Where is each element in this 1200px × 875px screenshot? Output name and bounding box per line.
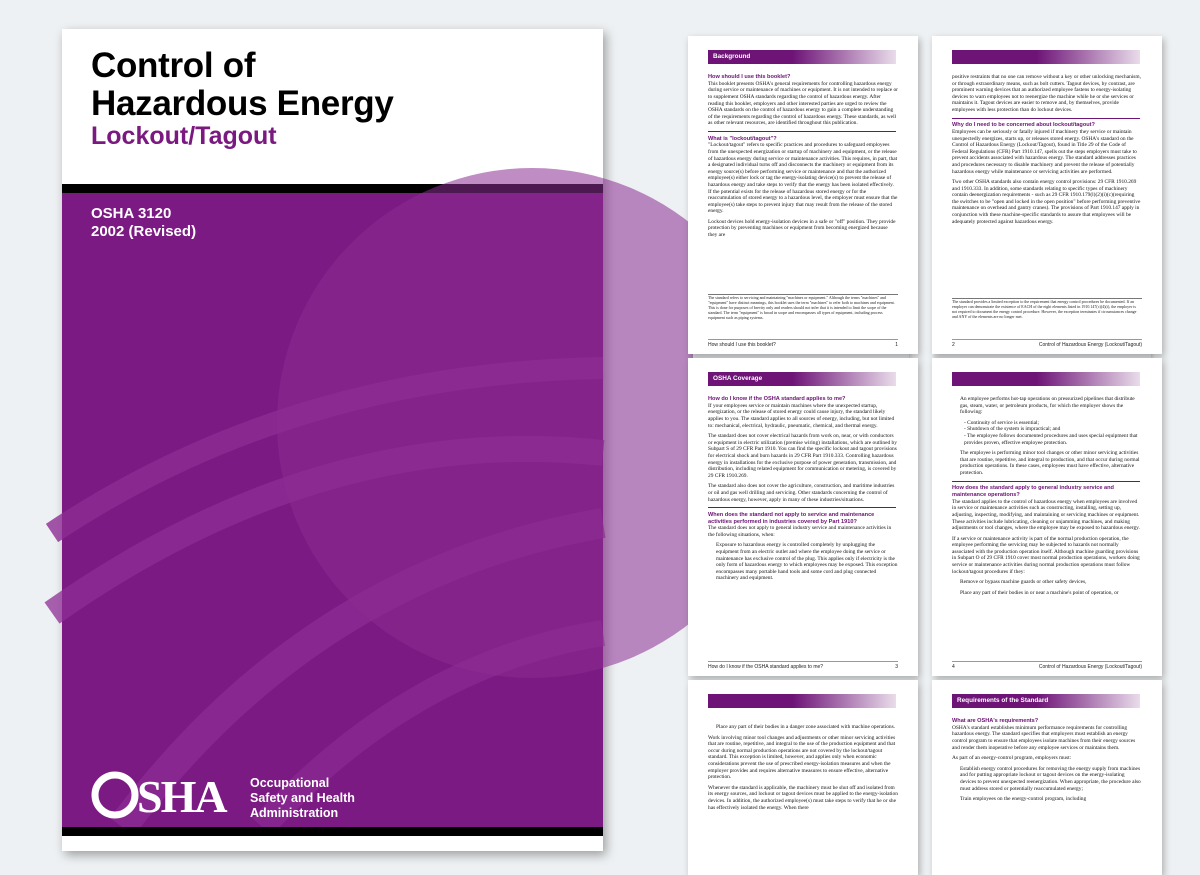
booklet-cover [62, 29, 603, 851]
paragraph: The standard does not apply to general industry service and maintenance activities in the following situations, when: [708, 525, 892, 538]
osha-logo [91, 770, 241, 825]
booklet-page-3 [688, 358, 918, 676]
question-heading: How should I use this booklet? [708, 74, 791, 80]
publication-number-block [91, 205, 196, 241]
question-heading: How does the standard apply to general industry service and maintenance operations? [952, 485, 1114, 498]
agency-line3: Administration [250, 806, 339, 820]
bullet-paragraph: Establish energy control procedures for removing the energy supply from machines and for putting appropriate lockout or tagout devices on the energy-isolating devices to prevent unexpected reenergization. When appropriate, the procedure also must address stored or potentially reaccumulated energy; [960, 765, 1141, 792]
paragraph: Lockout devices hold energy-isolation devices in a safe or "off" position. They provide protection by preventing machines or equipment from becoming energized because they are [708, 218, 896, 239]
question-heading: What are OSHA's requirements? [952, 718, 1039, 724]
booklet-page-5 [688, 680, 918, 875]
paragraph: OSHA's standard establishes minimum performance requirements for controlling hazardous energy. The standard specifies that employers must establish an energy control program to ensure that employees isolate machines from their energy sources and render them inoperative before any employee services or maintains them. [952, 724, 1136, 751]
paragraph: If your employees service or maintain machines where the unexpected startup, energization, or the release of stored energy could cause injury, the standard likely applies to you. The standard applies to all sources of energy, including, but not limited to: mechanical, electrical, hydraulic, pneumatic, chemical, and thermal energy. [708, 402, 895, 429]
section-header-blank [708, 694, 896, 708]
bullet-paragraph: Place any part of their bodies in a danger zone associated with machine operations. [716, 724, 896, 730]
agency-line2: Safety and Health [250, 791, 355, 805]
section-header-blank [952, 372, 1140, 386]
publication-year: 2002 (Revised) [91, 223, 197, 240]
cover-subtitle: Lockout/Tagout [91, 122, 277, 150]
sub-bullet: - The employee follows documented procedures and uses special equipment that provides proven, effective employee protection. [964, 432, 1138, 446]
booklet-page-2 [932, 36, 1162, 354]
paragraph: As part of an energy-control program, employers must: [952, 755, 1072, 762]
paragraph: The standard applies to the control of hazardous energy when employees are involved in service or maintenance activities such as constructing, installing, setting up, adjusting, inspecting, modifying, and maintaining or servicing machines or equipment. These activities include lubricating, cleaning or unjamming machines, and making adjustments or tool changes, where the employee may be exposed to hazardous energy. [952, 498, 1140, 532]
page-folio [952, 661, 1142, 670]
booklet-page-1 [688, 36, 918, 354]
page-folio [708, 661, 898, 670]
section-header-coverage: OSHA Coverage [708, 372, 896, 386]
paragraph: Work involving minor tool changes and adjustments or other minor servicing activities that are routine, repetitive, and integral to the use of the production equipment and that occur during normal production operations are not covered by the lockout/tagout standard. This exception is limited, however, and applies only when economic considerations prevent the use of prescribed energy-isolation measures and when the employer provides and requires alternative measures to ensure effective, alternative protection. [708, 734, 896, 781]
section-header-blank [952, 50, 1140, 64]
section-header-requirements: Requirements of the Standard [952, 694, 1140, 708]
paragraph: Two other OSHA standards also contain energy control provisions: 29 CFR 1910.269 and 1910.333. In addition, some standards relating to specific types of machinery contain deenergization requirements - such as 29 CFR 1910.179(l)(2)(i)(c)(requiring the switches to be "open and locked in the open position" before performing preventive maintenance on overhead and gantry cranes). The provisions of Part 1910.147 apply in conjunction with these machine-specific standards to assure that employees will be adequately protected against hazardous energy. [952, 179, 1141, 225]
page-folio [952, 339, 1142, 348]
decorative-arcs [62, 193, 603, 827]
paragraph: If a service or maintenance activity is part of the normal production operation, the employee performing the servicing may be subjected to hazards not normally associated with the production operation itself. Although machine guarding provisions in Subpart O of 29 CFR 1910 cover most normal production operations, workers doing service or maintenance activities during normal production operations must follow lockout/tagout procedures if they: [952, 535, 1140, 575]
question-heading: How do I know if the OSHA standard applies to me? [708, 396, 846, 402]
osha-logo-text: SHA [137, 771, 226, 822]
bullet-paragraph: The employee is performing minor tool changes or other minor servicing activities that are routine, repetitive, and integral to production, and that occur during normal production operations. In these cases, employees must have effective, alternative protection. [960, 450, 1140, 476]
page-number: 3 [895, 664, 898, 670]
booklet-page-6 [932, 680, 1162, 875]
page-number: 4 [952, 664, 955, 670]
paragraph: The standard does not cover electrical hazards from work on, near, or with conductors or equipment in electric utilization (premise wiring) installations, which are outlined by Subpart S of 29 CFR Part 1910. You can find the specific lockout and tagout provisions for electrical shock and burn hazards in 29 CFR Part 1910.333. Controlling hazardous energy in installations for the exclusive purpose of power generation, transmission, and distribution, including related equipment for communication or metering, is covered by 29 CFR 1910.269. [708, 433, 897, 479]
question-heading: What is "lockout/tagout"? [708, 135, 777, 142]
paragraph: "Lockout/tagout" refers to specific practices and procedures to safeguard employees from the unexpected energization or startup of machinery and equipment, or the release of hazardous energy during service or maintenance activities. This requires, in part, that a designated individual turns off and disconnects the machinery or equipment from its energy source(s) before performing service or maintenance and that the authorized employee(s) either lock or tag the energy-isolating device(s) to prevent the release of hazardous energy and take steps to verify that the energy has been isolated effectively. If the potential exists for the release of hazardous stored energy or for the reaccumulation of stored energy to a hazardous level, the employer must ensure that the employee(s) take steps to prevent injury that may result from the release of the stored energy. [708, 142, 898, 215]
bullet-paragraph: Remove or bypass machine guards or other safety devices, [960, 579, 1087, 586]
page-number: 1 [895, 342, 898, 348]
page-folio [708, 339, 898, 348]
folio-text: How do I know if the OSHA standard applies to me? [708, 664, 824, 670]
sub-bullet: - Shutdown of the system is impractical; and [964, 426, 1061, 433]
question-heading: When does the standard not apply to service and maintenance activities performed in industries covered by Part 1910? [708, 511, 875, 525]
folio-text: How should I use this booklet? [708, 342, 776, 348]
footnote: The standard refers to servicing and maintaining "machines or equipment." Although the terms "machines" and "equipment" have distinct meanings, this booklet uses the term "machines" to refer both to machines and equipment. This is done for purposes of brevity only and readers should not infer that it is intended to limit the scope of the standard. The term "equipment" is broad in scope and encompasses all types of equipment, including process equipment such as piping systems. [708, 294, 898, 321]
sub-bullet: - Continuity of service is essential; [964, 419, 1040, 426]
publication-number: OSHA 3120 [91, 205, 172, 222]
cover-title-line2: Hazardous Energy [91, 84, 394, 123]
footnote: The standard provides a limited exception to the requirement that energy control procedures be documented. If an employer can demonstrate the existence of EACH of the eight elements listed in 1910.147(c)(4)(i), the employer is not required to document the energy control procedure. However, the exception terminates if circumstances change and ANY of the elements are no longer met. [952, 298, 1142, 320]
cover-title-line1: Control of [91, 46, 256, 85]
question-heading: Why do I need to be concerned about lockout/tagout? [952, 122, 1095, 129]
bullet-paragraph: Exposure to hazardous energy is controlled completely by unplugging the equipment from an electric outlet and where the employee doing the service or maintenance has exclusive control of the plug. This applies only if electricity is the only form of hazardous energy to which employees may be exposed. This exception encompasses many portable hand tools and some cord and plug connected machinery and equipment. [716, 542, 898, 582]
paragraph: Employees can be seriously or fatally injured if machinery they service or maintain unexpectedly energizes, starts up, or releases stored energy. OSHA's standard on the Control of Hazardous Energy (Lockout/Tagout), found in Title 29 of the Code of Federal Regulations (CFR) Part 1910.147, spells out the steps employers must take to prevent accidents associated with hazardous energy. The standard addresses practices and procedures necessary to disable machinery and prevent the release of potentially hazardous energy while maintenance or servicing activities are performed. [952, 128, 1137, 175]
cover-title-block [91, 47, 394, 149]
cover-bottom-band [62, 827, 603, 836]
paragraph: This booklet presents OSHA's general requirements for controlling hazardous energy during service or maintenance of machines or equipment. It is not intended to replace or to supplement OSHA standards regarding the control of hazardous energy. After reading this booklet, employers and other interested parties are urged to review the OSHA standards on the control of hazardous energy to gain a complete understanding of the requirements regarding the control of hazardous energy. These standards, as well as other relevant resources, are identified throughout this publication. [708, 80, 898, 127]
folio-text: Control of Hazardous Energy (Lockout/Tagout) [1038, 342, 1142, 348]
booklet-page-4 [932, 358, 1162, 676]
bullet-paragraph: An employee performs hot-tap operations on pressurized pipelines that distribute gas, steam, water, or petroleum products, for which the employer shows the following: [960, 396, 1135, 416]
agency-line1: Occupational [250, 776, 330, 790]
paragraph: Whenever the standard is applicable, the machinery must be shut off and isolated from its energy sources, and lockout or tagout devices must be applied to the energy-isolation devices. In addition, the authorized employee(s) must take steps to verify that he or she has effectively isolated the energy. When there [708, 784, 898, 811]
section-header-background: Background [708, 50, 896, 64]
page-number: 2 [952, 342, 955, 348]
folio-text: Control of Hazardous Energy (Lockout/Tagout) [1038, 664, 1142, 670]
paragraph: The standard also does not cover the agriculture, construction, and maritime industries or oil and gas well drilling and servicing. Other standards concerning the control of hazardous energy, however, apply in many of these industries/situations. [708, 483, 895, 503]
bullet-paragraph: Train employees on the energy-control program, including [960, 796, 1087, 803]
paragraph: positive restraints that no one can remove without a key or other unlocking mechanism, or through extraordinary means, such as bolt cutters. Tagout devices, by contrast, are prominent warning devices that an authorized employee fastens to energy-isolating devices to warn employees not to reenergize the machine while he or she services or maintains it. Tagout devices are easier to remove and, by themselves, provide employees with less protection than do lockout devices. [952, 74, 1141, 113]
bullet-paragraph: Place any part of their bodies in or near a machine's point of operation, or [960, 589, 1119, 596]
agency-name [250, 776, 355, 821]
cover-purple-panel [62, 193, 603, 827]
